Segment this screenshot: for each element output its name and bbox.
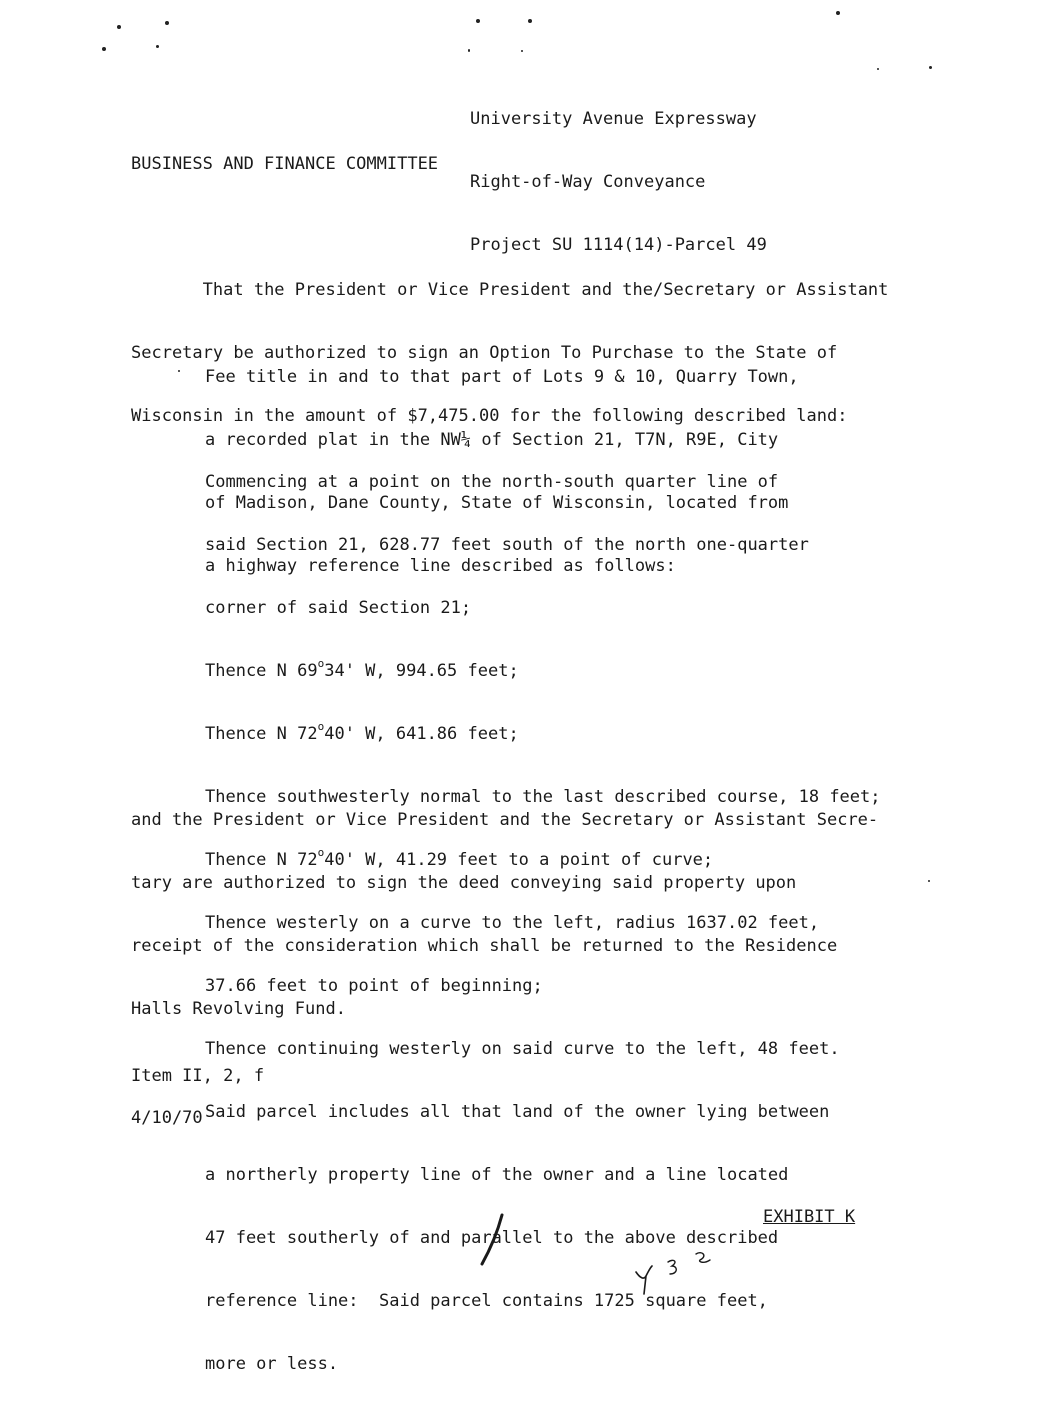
handwritten-slash-mark — [478, 1212, 508, 1268]
course-text: Thence N 72 — [205, 850, 318, 870]
closing-line: receipt of the consideration which shall be returned to the Residence — [131, 936, 838, 956]
scan-speck — [877, 68, 879, 70]
course-line: said Section 21, 628.77 feet south of the north one-quarter — [205, 535, 809, 555]
intro-line — [131, 280, 888, 301]
closing-line: Halls Revolving Fund. — [131, 999, 346, 1019]
scan-speck — [165, 21, 169, 25]
course-line: Said parcel includes all that land of the owner lying between — [205, 1102, 830, 1122]
course-line: Thence continuing westerly on said curve to the left, 48 feet. — [205, 1039, 840, 1059]
course-line: Thence westerly on a curve to the left, radius 1637.02 feet, — [205, 913, 820, 933]
scan-speck — [468, 49, 470, 52]
course-line: corner of said Section 21; — [205, 598, 472, 618]
intro-line: Secretary be authorized to sign an Option To Purchase to the State of — [131, 343, 838, 363]
degree-mark: o — [317, 657, 325, 671]
course-line: more or less. — [205, 1354, 339, 1374]
scan-speck — [528, 19, 532, 23]
closing-line: tary are authorized to sign the deed conveying said property upon — [131, 873, 797, 893]
legal-line: a highway reference line described as follows: — [205, 556, 676, 576]
course-line: Commencing at a point on the north-south quarter line of — [205, 472, 779, 492]
course-line: a northerly property line of the owner and a line located — [205, 1165, 789, 1185]
legal-line: Fee title in and to that part of Lots 9 & 10, Quarry Town, — [205, 367, 799, 387]
scan-speck — [521, 50, 523, 52]
course-line: Thence southwesterly normal to the last described course, 18 feet; — [205, 787, 881, 807]
course-line: 47 feet southerly of and parallel to the above described — [205, 1228, 779, 1248]
resolution-closing — [131, 768, 878, 1062]
course-line: reference line: Said parcel contains 1725 square feet, — [205, 1291, 768, 1311]
scan-speck — [929, 66, 932, 69]
committee-heading: BUSINESS AND FINANCE COMMITTEE — [131, 154, 439, 174]
course-line: 37.66 feet to point of beginning; — [205, 976, 543, 996]
project-header-line: University Avenue Expressway — [470, 109, 757, 129]
course-text: 34' W, 994.65 feet; — [324, 661, 519, 681]
course-text: 40' W, 41.29 feet to a point of curve; — [324, 850, 714, 870]
course-text: Thence N 72 — [205, 724, 318, 744]
scan-speck — [156, 45, 159, 48]
intro-text: That the President or Vice President and the/Secretary or Assistant — [202, 280, 889, 300]
course-line — [205, 720, 881, 745]
degree-mark: o — [317, 846, 325, 860]
intro-line: Wisconsin in the amount of $7,475.00 for the following described land: — [131, 406, 848, 426]
course-line — [205, 657, 881, 682]
document-date: 4/10/70 — [131, 1108, 203, 1128]
course-text: Thence N 69 — [205, 661, 318, 681]
handwritten-page-mark — [628, 1250, 718, 1300]
agenda-item-reference: Item II, 2, f — [131, 1066, 265, 1086]
degree-mark: o — [317, 720, 325, 734]
project-header-line: Project SU 1114(14)-Parcel 49 — [470, 235, 767, 255]
scan-speck — [836, 11, 840, 15]
course-text: 40' W, 641.86 feet; — [324, 724, 519, 744]
scan-speck — [476, 19, 480, 23]
scan-speck — [117, 25, 121, 29]
scan-speck — [928, 880, 930, 882]
closing-line: and the President or Vice President and the Secretary or Assistant Secre- — [131, 810, 879, 830]
legal-line: a recorded plat in the NW¼ of Section 21, T7N, R9E, City — [205, 430, 779, 450]
project-header-line: Right-of-Way Conveyance — [470, 172, 706, 192]
exhibit-label: EXHIBIT K — [763, 1207, 856, 1227]
legal-line: of Madison, Dane County, State of Wisconsin, located from — [205, 493, 789, 513]
scan-speck — [102, 47, 106, 51]
